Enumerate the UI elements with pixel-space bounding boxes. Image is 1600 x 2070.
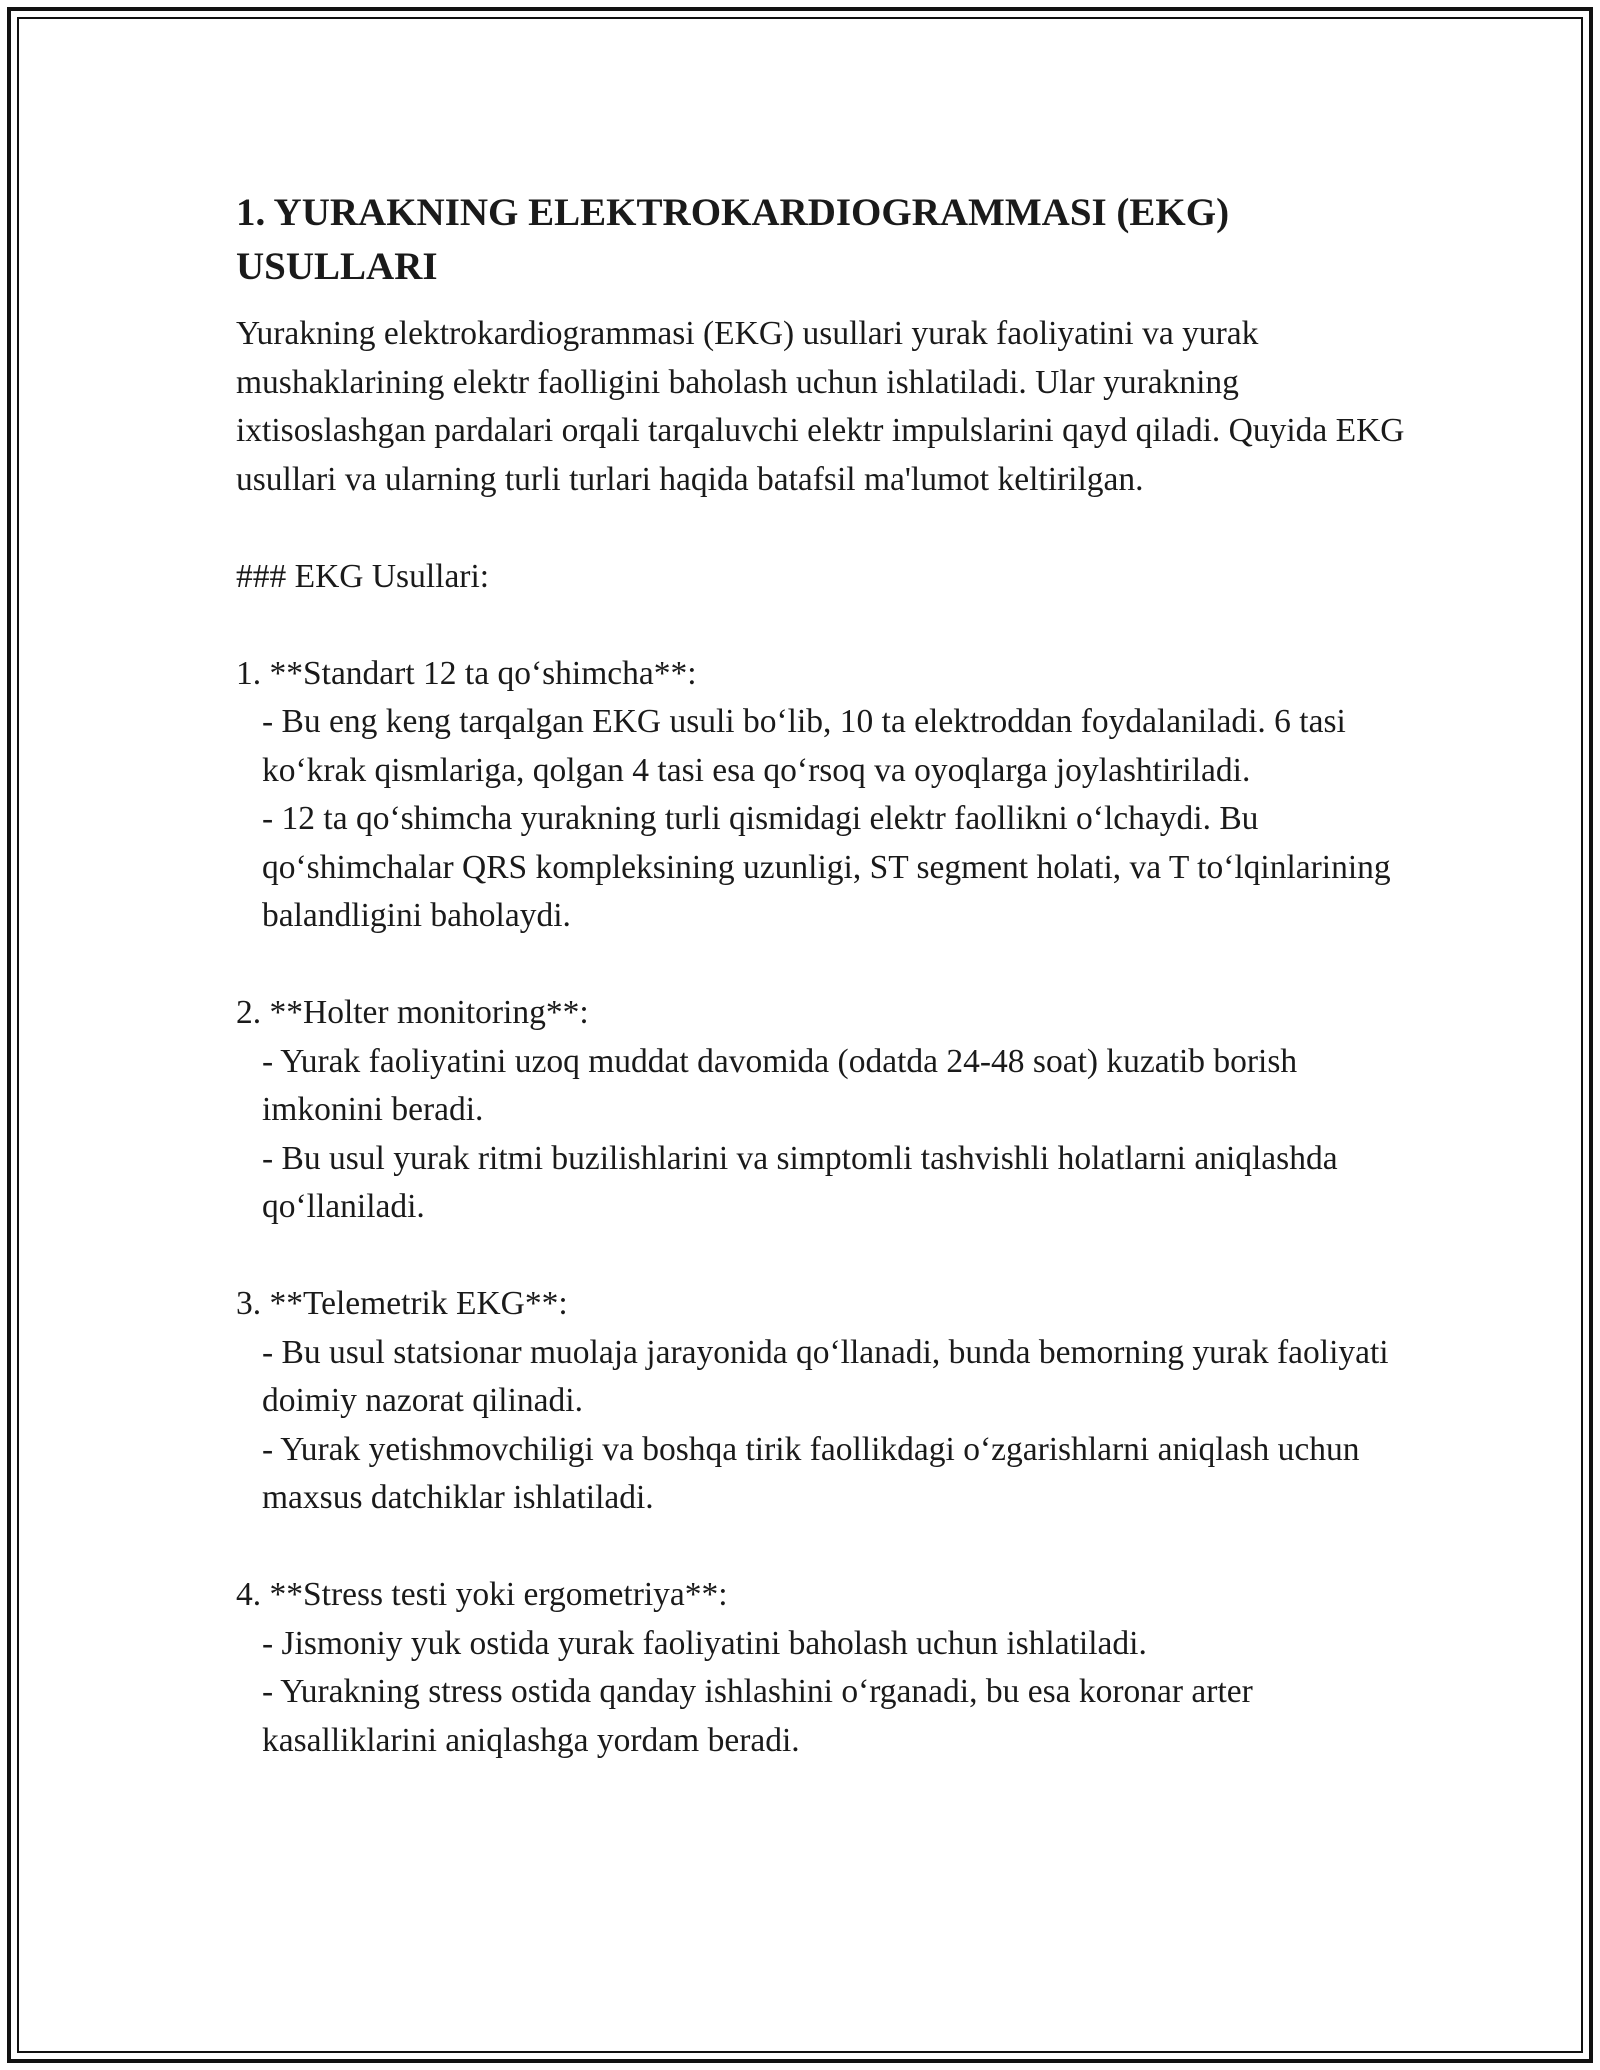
- method-heading: 4. **Stress testi yoki ergometriya**:: [236, 1576, 728, 1613]
- method-heading: 2. **Holter monitoring**:: [236, 994, 589, 1031]
- method-heading: 1. **Standart 12 ta qo‘shimcha**:: [236, 654, 697, 692]
- spacer: [236, 941, 1406, 990]
- document-title: 1. YURAKNING ELEKTROKARDIOGRAMMASI (EKG) USULLARI: [236, 191, 1230, 288]
- method-point: - Yurak yetishmovchiligi va boshqa tirik faollikdagi o‘zgarishlarni aniqlash uchun maxsus datchiklar ishlatiladi.: [262, 1430, 1360, 1516]
- document-page: [236, 186, 1406, 1765]
- method-point: - Yurakning stress ostida qanday ishlashini o‘rganadi, bu esa koronar arter kasalliklarini aniqlashga yordam beradi.: [262, 1673, 1253, 1759]
- method-point: - 12 ta qo‘shimcha yurakning turli qismidagi elektr faollikni o‘lchaydi. Bu qo‘shimchalar QRS kompleksining uzunligi, ST segment holati, va T to‘lqinlarining balandligini baholaydi.: [262, 800, 1391, 934]
- method-point: - Jismoniy yuk ostida yurak faoliyatini baholash uchun ishlatiladi.: [262, 1624, 1147, 1662]
- spacer: [236, 1232, 1406, 1281]
- method-point: - Bu usul statsionar muolaja jarayonida qo‘llanadi, bunda bemorning yurak faoliyati doimiy nazorat qilinadi.: [262, 1333, 1389, 1419]
- spacer: [236, 1523, 1406, 1572]
- intro-paragraph: Yurakning elektrokardiogrammasi (EKG) usullari yurak faoliyatini va yurak mushaklarining elektr faolligini baholash uchun ishlatiladi. Ular yurakning ixtisoslashgan pardalari orqali tarqaluvchi elektr impulslarini qayd qiladi. Quyida EKG usullari va ularning turli turlari haqida batafsil ma'lumot keltirilgan.: [236, 315, 1405, 498]
- method-heading: 3. **Telemetrik EKG**:: [236, 1285, 568, 1322]
- method-point: - Bu usul yurak ritmi buzilishlarini va simptomli tashvishli holatlarni aniqlashda qo‘llaniladi.: [262, 1139, 1338, 1225]
- spacer: [236, 601, 1406, 650]
- method-holter-monitoring: [236, 989, 1406, 1232]
- method-stress-test: [236, 1571, 1406, 1765]
- method-point: - Yurak faoliyatini uzoq muddat davomida (odatda 24-48 soat) kuzatib borish imkonini beradi.: [262, 1042, 1298, 1128]
- method-standard-12-lead: [236, 650, 1406, 941]
- method-telemetric-ekg: [236, 1280, 1406, 1523]
- method-point: - Bu eng keng tarqalgan EKG usuli bo‘lib, 10 ta elektroddan foydalaniladi. 6 tasi ko‘krak qismlariga, qolgan 4 tasi esa qo‘rsoq va oyoqlarga joylashtiriladi.: [262, 703, 1346, 789]
- section-heading: ### EKG Usullari:: [236, 557, 490, 595]
- spacer: [236, 504, 1406, 553]
